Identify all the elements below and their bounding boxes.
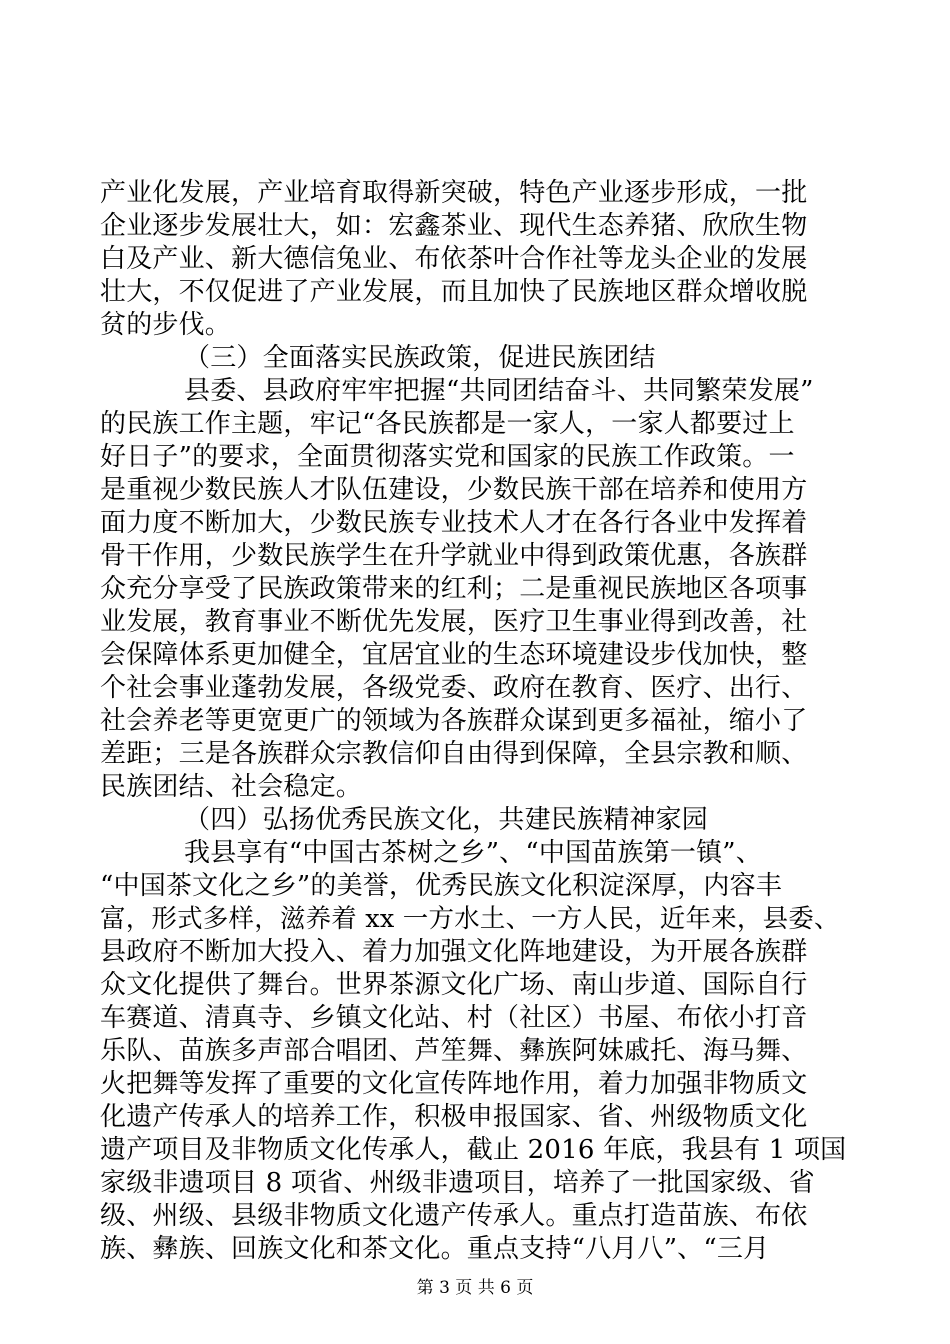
paragraph-line: 车赛道、清真寺、乡镇文化站、村（社区）书屋、布依小打音 xyxy=(100,1003,808,1033)
paragraph-line: 的民族工作主题，牢记“各民族都是一家人，一家人都要过上 xyxy=(100,409,795,439)
paragraph-line: 贫的步伐。 xyxy=(100,310,232,340)
paragraph-line: 民族团结、社会稳定。 xyxy=(100,772,363,802)
paragraph-line: 化遗产传承人的培养工作，积极申报国家、省、州级物质文化 xyxy=(100,1102,808,1132)
paragraph-line: 好日子”的要求，全面贯彻落实党和国家的民族工作政策。一 xyxy=(100,442,795,472)
paragraph-line: 个社会事业蓬勃发展，各级党委、政府在教育、医疗、出行、 xyxy=(100,673,808,703)
page-footer: 第 3 页 共 6 页 xyxy=(416,1278,534,1298)
paragraph-line: 壮大，不仅促进了产业发展，而且加快了民族地区群众增收脱 xyxy=(100,277,808,307)
paragraph-line: 家级非遗项目 8 项省、州级非遗项目，培养了一批国家级、省 xyxy=(100,1168,815,1198)
paragraph-line: 众充分享受了民族政策带来的红利；二是重视民族地区各项事 xyxy=(100,574,808,604)
paragraph-line: 众文化提供了舞台。世界茶源文化广场、南山步道、国际自行 xyxy=(100,970,808,1000)
paragraph-line: 会保障体系更加健全，宜居宜业的生态环境建设步伐加快，整 xyxy=(100,640,808,670)
paragraph-line: 我县享有“中国古茶树之乡”、“中国苗族第一镇”、 xyxy=(184,838,762,868)
paragraph-line: 面力度不断加大，少数民族专业技术人才在各行各业中发挥着 xyxy=(100,508,808,538)
paragraph-line: 族、彝族、回族文化和茶文化。重点支持“八月八”、“三月 xyxy=(100,1234,770,1264)
section-heading: （四）弘扬优秀民族文化，共建民族精神家园 xyxy=(184,805,709,835)
paragraph-line: 业发展，教育事业不断优先发展，医疗卫生事业得到改善，社 xyxy=(100,607,808,637)
paragraph-line: 火把舞等发挥了重要的文化宣传阵地作用，着力加强非物质文 xyxy=(100,1069,808,1099)
paragraph-line: “中国茶文化之乡”的美誉，优秀民族文化积淀深厚，内容丰 xyxy=(100,871,782,901)
paragraph-line: 白及产业、新大德信兔业、布依茶叶合作社等龙头企业的发展 xyxy=(100,244,808,274)
paragraph-line: 县政府不断加大投入、着力加强文化阵地建设，为开展各族群 xyxy=(100,937,808,967)
paragraph-line: 是重视少数民族人才队伍建设，少数民族干部在培养和使用方 xyxy=(100,475,808,505)
paragraph-line: 企业逐步发展壮大，如：宏鑫茶业、现代生态养猪、欣欣生物 xyxy=(100,211,808,241)
paragraph-line: 骨干作用，少数民族学生在升学就业中得到政策优惠，各族群 xyxy=(100,541,808,571)
paragraph-line: 乐队、苗族多声部合唱团、芦笙舞、彝族阿妹戚托、海马舞、 xyxy=(100,1036,808,1066)
paragraph-line: 级、州级、县级非物质文化遗产传承人。重点打造苗族、布依 xyxy=(100,1201,808,1231)
paragraph-line: 富，形式多样，滋养着 xx 一方水土、一方人民，近年来，县委、 xyxy=(100,904,840,934)
paragraph-line: 县委、县政府牢牢把握“共同团结奋斗、共同繁荣发展” xyxy=(184,376,814,406)
paragraph-line: 遗产项目及非物质文化传承人，截止 2016 年底，我县有 1 项国 xyxy=(100,1135,847,1165)
paragraph-line: 差距；三是各族群众宗教信仰自由得到保障，全县宗教和顺、 xyxy=(100,739,808,769)
section-heading: （三）全面落实民族政策，促进民族团结 xyxy=(184,343,656,373)
paragraph-line: 社会养老等更宽更广的领域为各族群众谋到更多福祉，缩小了 xyxy=(100,706,808,736)
paragraph-line: 产业化发展，产业培育取得新突破，特色产业逐步形成，一批 xyxy=(100,178,808,208)
